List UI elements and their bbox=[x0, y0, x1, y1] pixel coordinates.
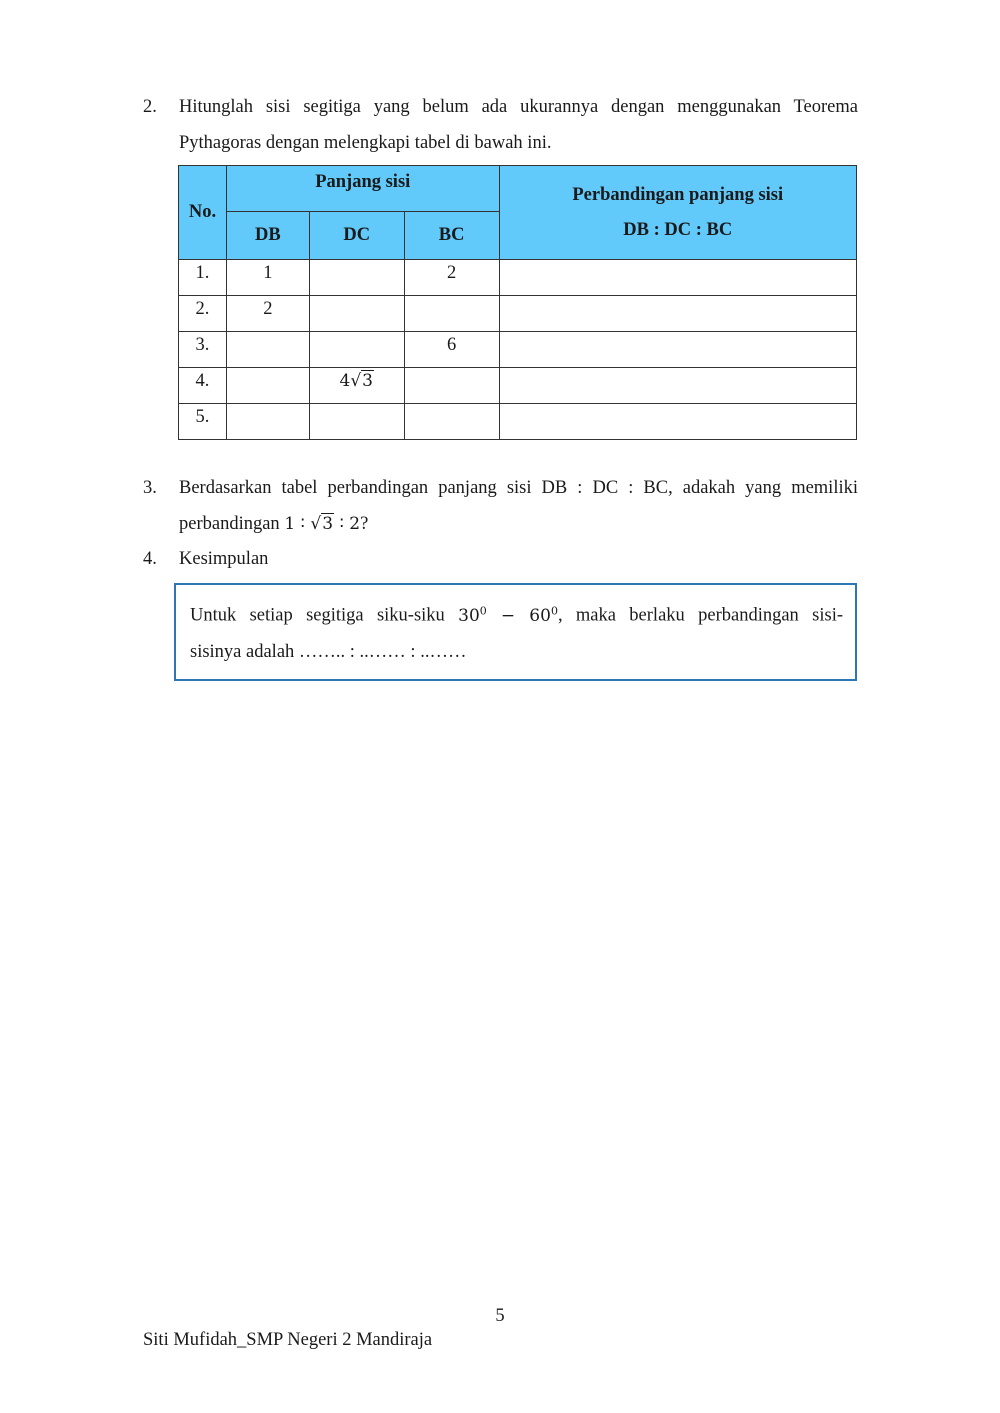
question-text-line1: Berdasarkan tabel perbandingan panjang sisi DB : DC : BC, adakah yang memiliki bbox=[179, 478, 858, 498]
cell-ratio[interactable] bbox=[499, 404, 856, 440]
cell-no: 1. bbox=[179, 260, 227, 296]
cell-ratio[interactable] bbox=[499, 368, 856, 404]
cell-ratio[interactable] bbox=[499, 332, 856, 368]
angle-expression: $30^0 - 60^0$ bbox=[458, 604, 558, 626]
question-number: 4. bbox=[143, 549, 157, 569]
conclusion-box[interactable] bbox=[174, 583, 857, 681]
cell-db[interactable] bbox=[226, 332, 309, 368]
header-perbandingan-line1: Perbandingan panjang sisi bbox=[572, 185, 784, 205]
cell-no: 5. bbox=[179, 404, 227, 440]
cell-db[interactable]: 2 bbox=[226, 296, 309, 332]
header-db: DB bbox=[226, 212, 309, 260]
table-row bbox=[179, 404, 857, 440]
page-number: 5 bbox=[495, 1306, 505, 1326]
question-text-line2: Pythagoras dengan melengkapi tabel di bawah ini. bbox=[179, 133, 552, 153]
question-text-line2: perbandingan 1 ∶ √3 ∶ 2? bbox=[179, 514, 369, 534]
ratio-expression: 1 ∶ √3 ∶ 2 bbox=[284, 514, 361, 534]
footer-author: Siti Mufidah_SMP Negeri 2 Mandiraja bbox=[143, 1330, 433, 1350]
header-no: No. bbox=[179, 166, 227, 260]
cell-no: 4. bbox=[179, 368, 227, 404]
cell-dc[interactable] bbox=[309, 260, 404, 296]
cell-bc[interactable]: 2 bbox=[404, 260, 499, 296]
table-row bbox=[179, 260, 857, 296]
cell-ratio[interactable] bbox=[499, 296, 856, 332]
table-row bbox=[179, 332, 857, 368]
cell-dc[interactable] bbox=[309, 368, 404, 404]
header-bc: BC bbox=[404, 212, 499, 260]
header-perbandingan bbox=[499, 166, 856, 260]
table-row bbox=[179, 368, 857, 404]
dc-value-sqrt: 4√3 bbox=[339, 371, 373, 391]
table-row bbox=[179, 296, 857, 332]
question-label: Kesimpulan bbox=[179, 549, 269, 569]
header-panjang-sisi: Panjang sisi bbox=[226, 166, 499, 212]
cell-bc[interactable] bbox=[404, 368, 499, 404]
question-text-line1: Hitunglah sisi segitiga yang belum ada ukurannya dengan menggunakan Teorema bbox=[179, 97, 858, 117]
side-length-table bbox=[178, 165, 857, 440]
cell-db[interactable]: 1 bbox=[226, 260, 309, 296]
cell-dc[interactable] bbox=[309, 404, 404, 440]
cell-bc[interactable]: 6 bbox=[404, 332, 499, 368]
cell-bc[interactable] bbox=[404, 404, 499, 440]
cell-dc[interactable] bbox=[309, 296, 404, 332]
cell-db[interactable] bbox=[226, 404, 309, 440]
question-number: 3. bbox=[143, 478, 157, 498]
cell-ratio[interactable] bbox=[499, 260, 856, 296]
conclusion-line2: sisinya adalah …….. : ..…… : ..…… bbox=[190, 641, 467, 662]
cell-dc[interactable] bbox=[309, 332, 404, 368]
cell-db[interactable] bbox=[226, 368, 309, 404]
cell-no: 2. bbox=[179, 296, 227, 332]
header-perbandingan-line2: DB : DC : BC bbox=[623, 220, 733, 240]
question-number: 2. bbox=[143, 97, 157, 117]
cell-bc[interactable] bbox=[404, 296, 499, 332]
header-dc: DC bbox=[309, 212, 404, 260]
cell-no: 3. bbox=[179, 332, 227, 368]
conclusion-line1: Untuk setiap segitiga siku-siku $30^0 - 60^0$, maka berlaku perbandingan sisi- bbox=[190, 604, 843, 626]
